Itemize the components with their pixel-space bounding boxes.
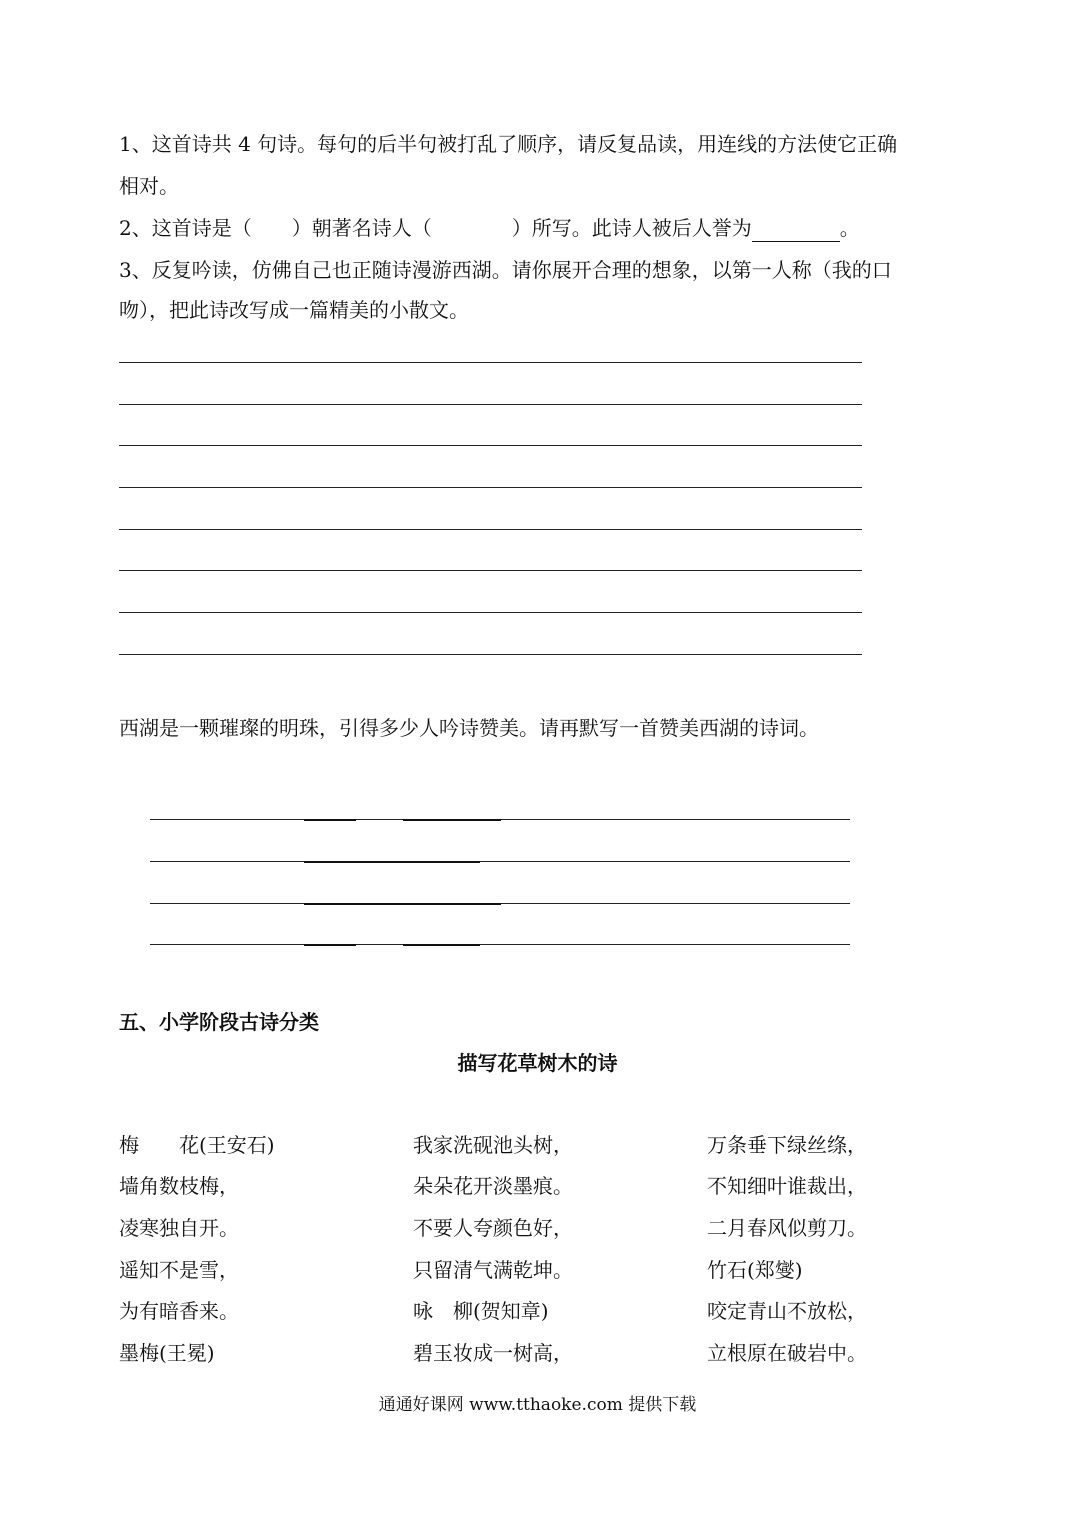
- line-mark: [403, 944, 480, 946]
- poem-line: 梅 花(王安石): [119, 1133, 275, 1157]
- poem-writing-line[interactable]: [150, 944, 850, 945]
- writing-line[interactable]: [119, 404, 862, 405]
- writing-line[interactable]: [119, 570, 862, 571]
- poem-line: 不知细叶谁裁出，: [707, 1174, 867, 1198]
- line-mark: [304, 903, 501, 905]
- writing-line[interactable]: [119, 362, 862, 363]
- section-subtitle: 描写花草树木的诗: [457, 1051, 618, 1075]
- line-mark: [403, 819, 501, 821]
- poem-line: 咬定青山不放松，: [707, 1299, 867, 1323]
- poem-line: 我家洗砚池头树，: [413, 1133, 573, 1157]
- question-3-line-1: 3、反复吟读，仿佛自己也正随诗漫游西湖。请你展开合理的想象，以第一人称（我的口: [119, 258, 892, 282]
- question-2: [119, 214, 860, 242]
- question-2-end: 。: [839, 216, 860, 240]
- poem-line: 凌寒独自开。: [119, 1216, 239, 1240]
- poem-line: 为有暗香来。: [119, 1299, 239, 1323]
- poem-line: 朵朵花开淡墨痕。: [413, 1174, 573, 1198]
- answer-blank[interactable]: [752, 221, 840, 242]
- question-3-line-2: 吻），把此诗改写成一篇精美的小散文。: [119, 298, 469, 322]
- writing-line[interactable]: [119, 529, 862, 530]
- poem-line: 墨梅(王冕): [119, 1341, 215, 1365]
- line-mark: [304, 861, 480, 863]
- question-2-text: 2、这首诗是（ ）朝著名诗人（ ）所写。此诗人被后人誉为: [119, 216, 752, 240]
- line-mark: [304, 944, 356, 946]
- poem-line: 万条垂下绿丝绦，: [707, 1133, 867, 1157]
- writing-line[interactable]: [119, 654, 862, 655]
- poem-line: 不要人夸颜色好，: [413, 1216, 573, 1240]
- poem-line: 碧玉妆成一树高，: [413, 1341, 573, 1365]
- poem-line: 只留清气满乾坤。: [413, 1258, 573, 1282]
- writing-line[interactable]: [119, 487, 862, 488]
- section-heading: 五、小学阶段古诗分类: [119, 1010, 319, 1034]
- poem-line: 咏 柳(贺知章): [413, 1299, 549, 1323]
- poem-writing-line[interactable]: [150, 861, 850, 862]
- page-footer: 通通好课网 www.tthaoke.com 提供下载: [378, 1395, 697, 1415]
- question-1-line-2: 相对。: [119, 174, 179, 198]
- poem-line: 竹石(郑燮): [707, 1258, 803, 1282]
- poem-line: 二月春风似剪刀。: [707, 1216, 867, 1240]
- poem-line: 墙角数枝梅，: [119, 1174, 239, 1198]
- xihu-prompt: 西湖是一颗璀璨的明珠，引得多少人吟诗赞美。请再默写一首赞美西湖的诗词。: [119, 716, 819, 740]
- question-1-line-1: 1、这首诗共 4 句诗。每句的后半句被打乱了顺序，请反复品读，用连线的方法使它正确: [119, 132, 898, 156]
- line-mark: [304, 819, 356, 821]
- poem-line: 立根原在破岩中。: [707, 1341, 867, 1365]
- poem-line: 遥知不是雪，: [119, 1258, 239, 1282]
- writing-line[interactable]: [119, 445, 862, 446]
- writing-line[interactable]: [119, 612, 862, 613]
